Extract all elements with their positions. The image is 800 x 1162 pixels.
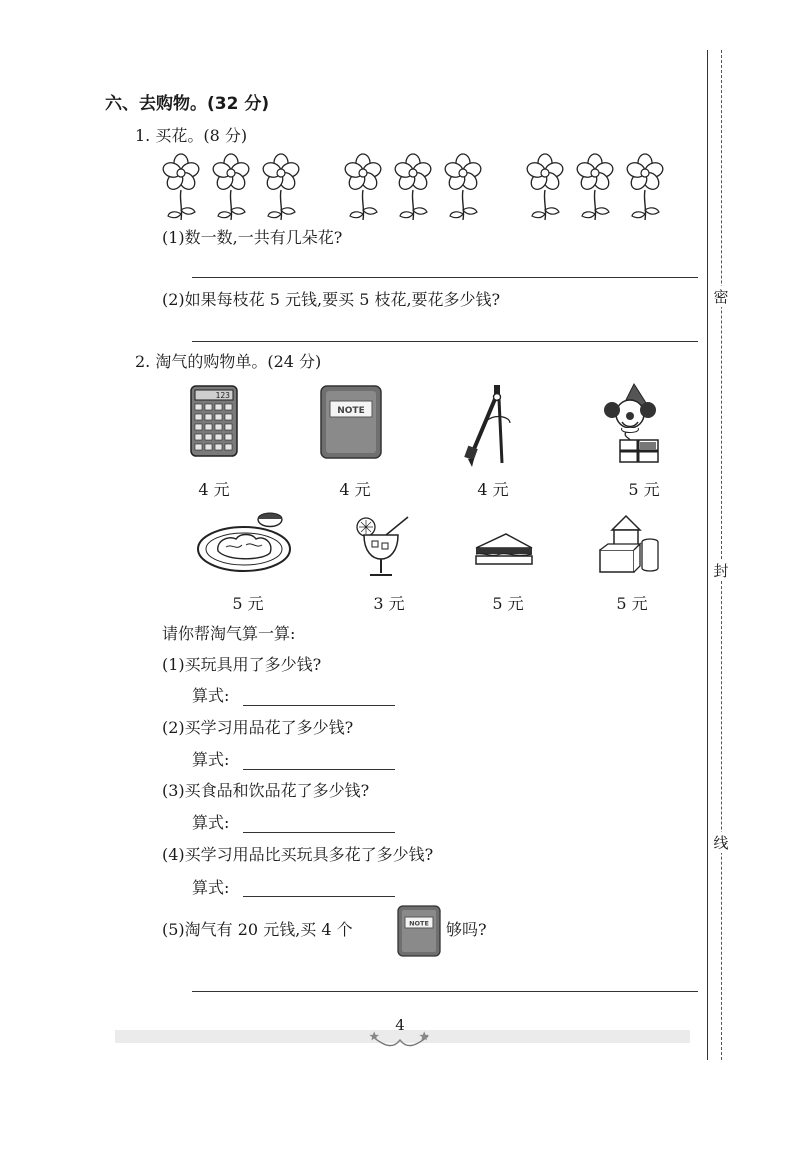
toy-blocks-icon [596,512,662,574]
margin-seal-char: 密 [711,286,731,307]
flower-icon [211,154,250,220]
flower-icon [625,154,664,220]
price-sandwich: 5 元 [492,594,524,613]
notebook-icon [320,385,382,459]
q1-sub1: (1)数一数,一共有几朵花? [162,228,343,247]
compass-icon [460,383,516,467]
q1-sub2: (2)如果每枝花 5 元钱,要买 5 枝花,要花多少钱? [162,290,501,309]
q2-sub1: (1)买玩具用了多少钱? [162,655,322,674]
note-label: NOTE [337,406,365,416]
flower-icon [343,154,382,220]
flower-group [0,0,700,220]
flower-icon [161,154,200,220]
flower-icon [261,154,300,220]
formula-label: 算式: [192,813,230,832]
answer-line [192,341,698,342]
food-plate-icon [196,505,298,575]
sandwich-icon [472,530,536,570]
margin-seal-char: 线 [711,832,731,853]
q2-sub2: (2)买学习用品花了多少钱? [162,718,354,737]
clown-toy-icon [600,382,664,464]
notebook-icon [397,905,441,957]
answer-line [192,277,698,278]
page-number: 4 [395,1016,405,1034]
note-label: NOTE [409,919,429,928]
price-notebook: 4 元 [339,480,371,499]
formula-label: 算式: [192,686,230,705]
margin-rule [707,50,708,1060]
price-food: 5 元 [232,594,264,613]
formula-label: 算式: [192,750,230,769]
q2-sub3: (3)买食品和饮品花了多少钱? [162,781,370,800]
formula-label: 算式: [192,878,230,897]
flower-icon [575,154,614,220]
answer-line [192,991,698,992]
flower-icon [393,154,432,220]
q1-title: 1. 买花。(8 分) [135,126,248,145]
answer-line [243,832,395,833]
flower-icon [525,154,564,220]
price-calculator: 4 元 [198,480,230,499]
price-toy-blocks: 5 元 [616,594,648,613]
calculator-icon [190,385,238,457]
answer-line [243,769,395,770]
answer-line [243,896,395,897]
q2-sub4: (4)买学习用品比买玩具多花了多少钱? [162,845,434,864]
q2-prompt: 请你帮淘气算一算: [162,624,296,643]
margin-dashed-line [721,50,722,1060]
margin-seal-char: 封 [711,560,731,581]
q2-sub5-before: (5)淘气有 20 元钱,买 4 个 [162,920,353,939]
flower-icon [443,154,482,220]
q2-sub5-after: 够吗? [446,920,487,939]
answer-line [243,705,395,706]
price-clown-toy: 5 元 [628,480,660,499]
price-drink: 3 元 [373,594,405,613]
price-compass: 4 元 [477,480,509,499]
calculator-display: 123 [215,391,230,400]
section-title: 六、去购物。(32 分) [105,94,270,114]
q2-title: 2. 淘气的购物单。(24 分) [135,352,322,371]
drink-glass-icon [354,515,414,579]
